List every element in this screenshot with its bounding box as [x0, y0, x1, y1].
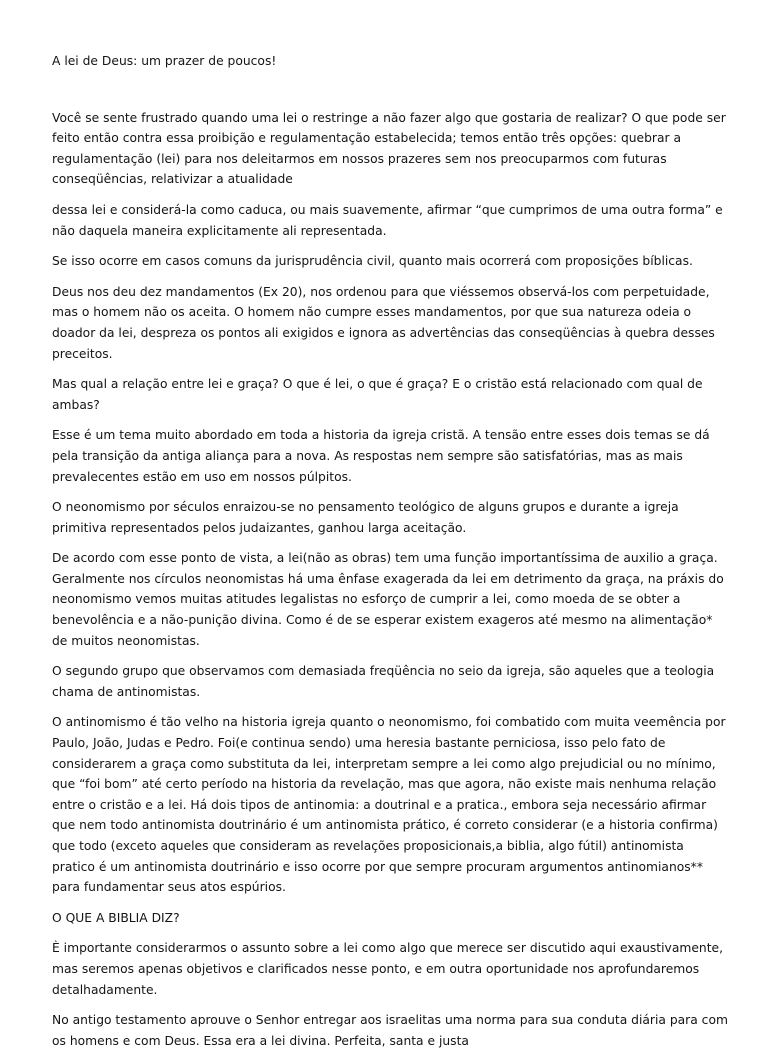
section-heading: O QUE A BIBLIA DIZ?	[52, 910, 180, 925]
paragraph: È importante considerarmos o assunto sobre a lei como algo que merece ser discutido aqui exaustivamente, mas seremos apenas objetivos e clarificados nesse ponto, e em outra oportunidade nos aprofundaremos detalhadamente.	[52, 941, 723, 997]
paragraph: Esse é um tema muito abordado em toda a historia da igreja cristã. A tensão entre esses dois temas se dá pela transição da antiga aliança para a nova. As respostas nem sempre são satisfatórias, mas as mais prevalecentes estão em uso em nossos púlpitos.	[52, 428, 710, 484]
paragraph: O neonomismo por séculos enraizou-se no pensamento teológico de alguns grupos e durante a igreja primitiva representados pelos judaizantes, ganhou larga aceitação.	[52, 500, 679, 535]
paragraph: dessa lei e considerá-la como caduca, ou mais suavemente, afirmar “que cumprimos de uma outra forma” e não daquela maneira explicitamente ali representada.	[52, 202, 723, 238]
paragraph: Deus nos deu dez mandamentos (Ex 20), nos ordenou para que viéssemos observá-los com perpetuidade, mas o homem não os aceita. O homem não cumpre esses mandamentos, por que sua natureza odeia o doador da lei, despreza os pontos ali exigidos e ignora as advertências das conseqüências à quebra desses preceitos.	[52, 284, 715, 361]
paragraph: Se isso ocorre em casos comuns da jurisprudência civil, quanto mais ocorrerá com proposições bíblicas.	[52, 254, 693, 269]
paragraph: O segundo grupo que observamos com demasiada freqüência no seio da igreja, são aqueles que a teologia chama de antinomistas.	[52, 664, 715, 699]
paragraph: Mas qual a relação entre lei e graça? O que é lei, o que é graça? E o cristão está relacionado com qual de ambas?	[52, 377, 703, 412]
paragraph: Você se sente frustrado quando uma lei o restringe a não fazer algo que gostaria de realizar? O que pode ser feito então contra essa proibição e regulamentação estabelecida; temos então três opções: quebrar a regulamentação (lei) para nos deleitarmos em nossos prazeres sem nos preocuparmos com futuras conseqüências, relativizar a atualidade	[52, 110, 726, 187]
paragraph: No antigo testamento aprouve o Senhor entregar aos israelitas uma norma para sua conduta diária para com os homens e com Deus. Essa era a lei divina. Perfeita, santa e justa	[52, 1013, 728, 1048]
paragraph: De acordo com esse ponto de vista, a lei(não as obras) tem uma função importantíssima de auxilio a graça. Geralmente nos círculos neonomistas há uma ênfase exagerada da lei em detrimento da graça, na práxis do neonomismo vemos muitas atitudes legalistas no esforço de cumprir a lei, como moeda de se obter a benevolência e a não-punição divina. Como é de se esperar existem exageros até mesmo na alimentação* de muitos neonomistas.	[52, 551, 724, 648]
document-title: A lei de Deus: um prazer de poucos!	[52, 54, 277, 68]
paragraph: O antinomismo é tão velho na historia igreja quanto o neonomismo, foi combatido com muita veemência por Paulo, João, Judas e Pedro. Foi(e continua sendo) uma heresia bastante perniciosa, isso pelo fato de considerarem a graça como substituta da lei, interpretam sempre a lei como algo prejudicial ou no mínimo, que “foi bom” até certo período na historia da revelação, mas que agora, não existe mais nenhuma relação entre o cristão e a lei. Há dois tipos de antinomia: a doutrinal e a pratica., embora seja necessário afirmar que nem todo antinomista doutrinário é um antinomista prático, é correto considerar (e a historia confirma) que todo (exceto aqueles que consideram as revelações proposicionais,a biblia, algo fútil) antinomista pratico é um antinomista doutrinário e isso ocorre por que sempre procuram argumentos antinomianos** para fundamentar seus atos espúrios.	[52, 715, 726, 895]
